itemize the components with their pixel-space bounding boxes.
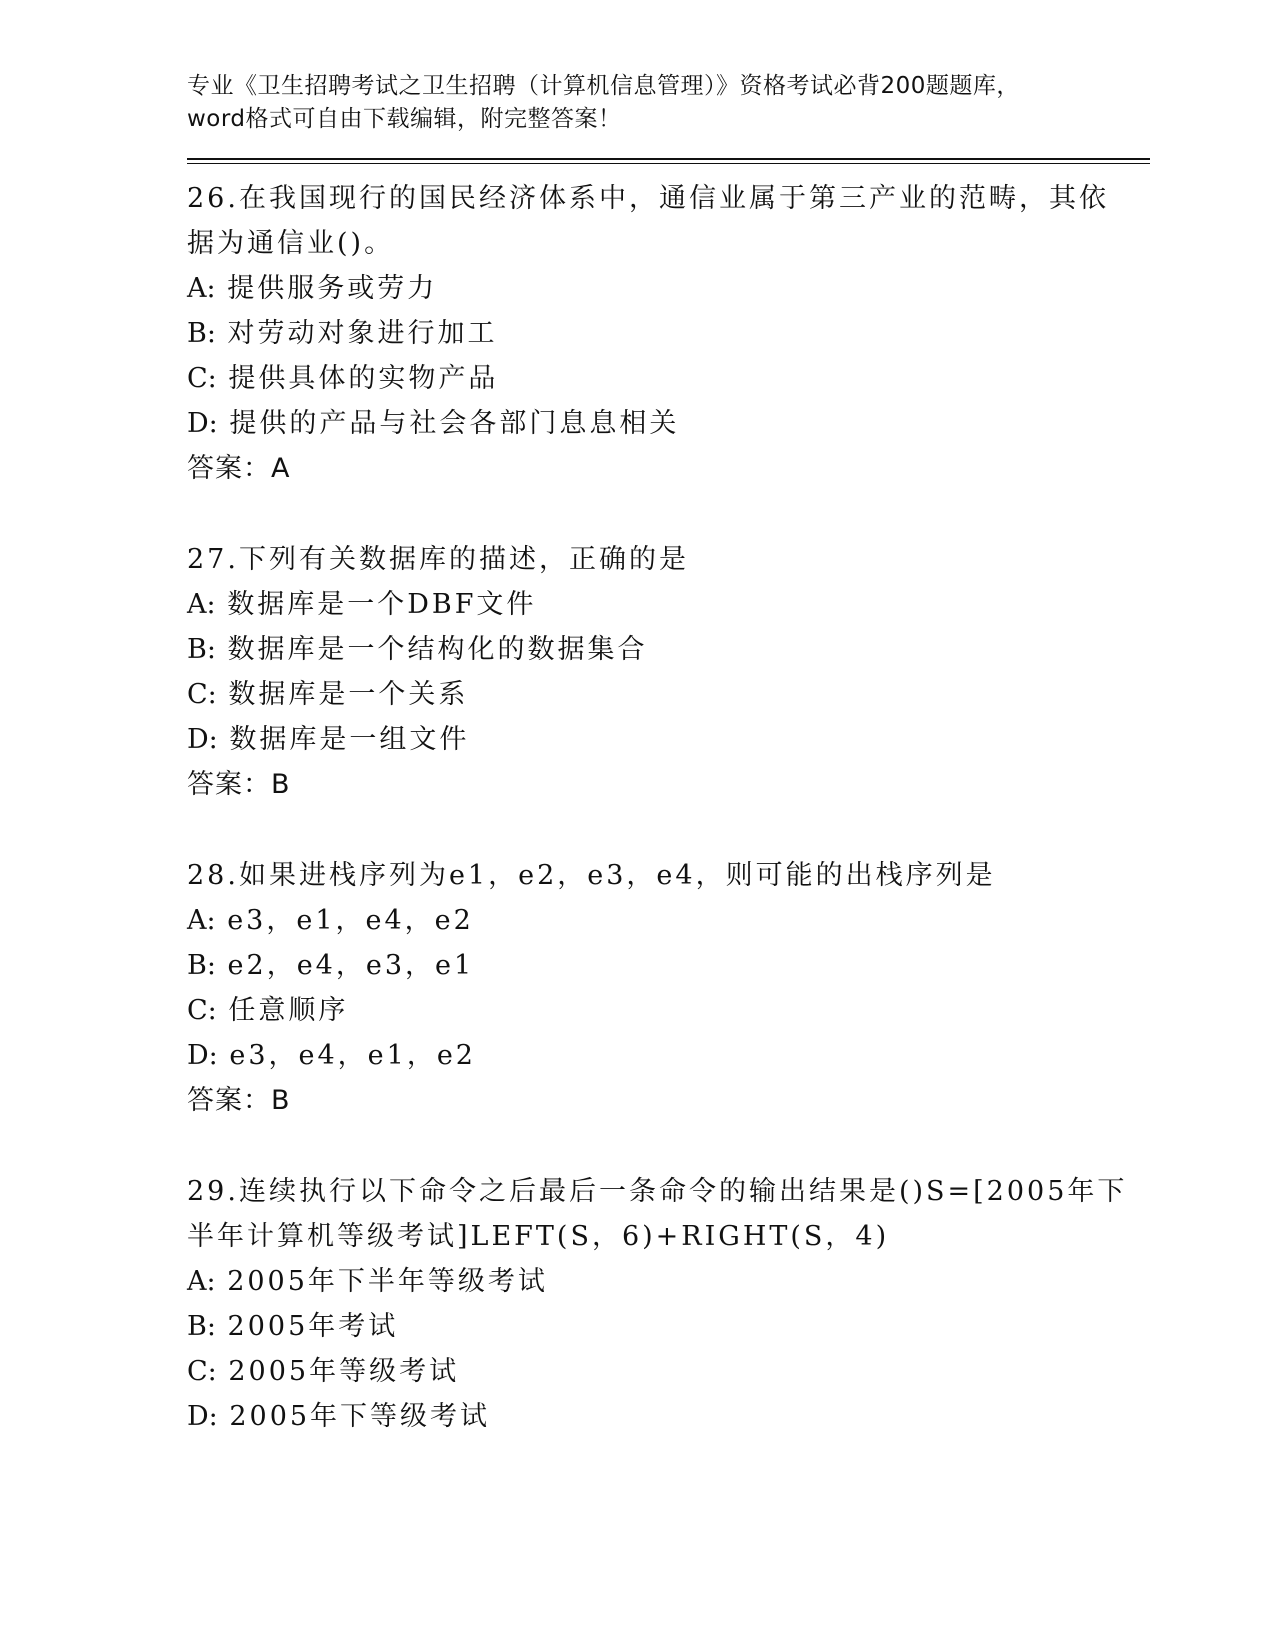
option-a: [187, 582, 1147, 627]
option-key: D:: [187, 408, 218, 439]
question-stem: 26.在我国现行的国民经济体系中，通信业属于第三产业的范畴，其依: [187, 183, 1109, 214]
option-text: e3，e4，e1，e2: [229, 1040, 476, 1071]
option-key: B:: [187, 1311, 216, 1342]
option-text: 提供具体的实物产品: [228, 363, 499, 394]
option-key: C:: [187, 679, 217, 710]
option-a: [187, 1259, 1147, 1304]
header-divider: [187, 158, 1150, 164]
option-d: [187, 717, 1147, 762]
option-key: B:: [187, 950, 216, 981]
option-key: B:: [187, 318, 216, 349]
question-stem-continued: 据为通信业()。: [187, 228, 395, 259]
document-header: [187, 70, 1147, 136]
answer-line: 答案：A: [187, 453, 291, 484]
question-26: [187, 176, 1147, 491]
option-b: [187, 943, 1147, 988]
question-29: [187, 1169, 1147, 1439]
option-key: C:: [187, 995, 217, 1026]
option-text: 提供服务或劳力: [227, 273, 438, 304]
option-text: 2005年考试: [227, 1311, 399, 1342]
option-key: C:: [187, 1356, 217, 1387]
option-c: [187, 988, 1147, 1033]
option-text: e2，e4，e3，e1: [227, 950, 475, 981]
option-text: 对劳动对象进行加工: [227, 318, 498, 349]
option-c: [187, 1349, 1147, 1394]
option-key: B:: [187, 634, 216, 665]
question-stem: 28.如果进栈序列为e1，e2，e3，e4，则可能的出栈序列是: [187, 860, 996, 891]
answer-line: 答案：B: [187, 769, 291, 800]
option-d: [187, 1033, 1147, 1078]
option-key: C:: [187, 363, 217, 394]
option-text: 数据库是一个DBF文件: [227, 589, 537, 620]
option-c: [187, 672, 1147, 717]
option-text: 数据库是一个结构化的数据集合: [227, 634, 648, 665]
option-c: [187, 356, 1147, 401]
option-a: [187, 898, 1147, 943]
option-text: 数据库是一个关系: [228, 679, 469, 710]
option-text: 任意顺序: [228, 995, 349, 1026]
option-a: [187, 266, 1147, 311]
option-text: 2005年等级考试: [228, 1356, 460, 1387]
option-key: D:: [187, 1040, 218, 1071]
header-line-2: word格式可自由下载编辑，附完整答案！: [187, 106, 622, 132]
question-list: [187, 176, 1147, 1439]
question-27: [187, 537, 1147, 807]
option-d: [187, 401, 1147, 446]
option-b: [187, 1304, 1147, 1349]
option-key: A:: [187, 589, 216, 620]
option-text: 数据库是一组文件: [229, 724, 470, 755]
option-b: [187, 311, 1147, 356]
header-line-1: 专业《卫生招聘考试之卫生招聘（计算机信息管理）》资格考试必背200题题库，: [187, 73, 1020, 99]
option-key: A:: [187, 905, 216, 936]
option-d: [187, 1394, 1147, 1439]
question-stem-continued: 半年计算机等级考试]LEFT(S，6)+RIGHT(S，4): [187, 1221, 890, 1252]
option-key: A:: [187, 1266, 216, 1297]
option-key: A:: [187, 273, 216, 304]
answer-line: 答案：B: [187, 1085, 291, 1116]
option-text: 2005年下等级考试: [229, 1401, 491, 1432]
option-text: 2005年下半年等级考试: [227, 1266, 548, 1297]
option-key: D:: [187, 724, 218, 755]
question-stem: 29.连续执行以下命令之后最后一条命令的输出结果是()S=[2005年下: [187, 1176, 1128, 1207]
document-page: [187, 70, 1147, 1485]
option-key: D:: [187, 1401, 218, 1432]
question-28: [187, 853, 1147, 1123]
question-stem: 27.下列有关数据库的描述，正确的是: [187, 544, 689, 575]
option-text: e3，e1，e4，e2: [227, 905, 474, 936]
option-b: [187, 627, 1147, 672]
option-text: 提供的产品与社会各部门息息相关: [229, 408, 680, 439]
